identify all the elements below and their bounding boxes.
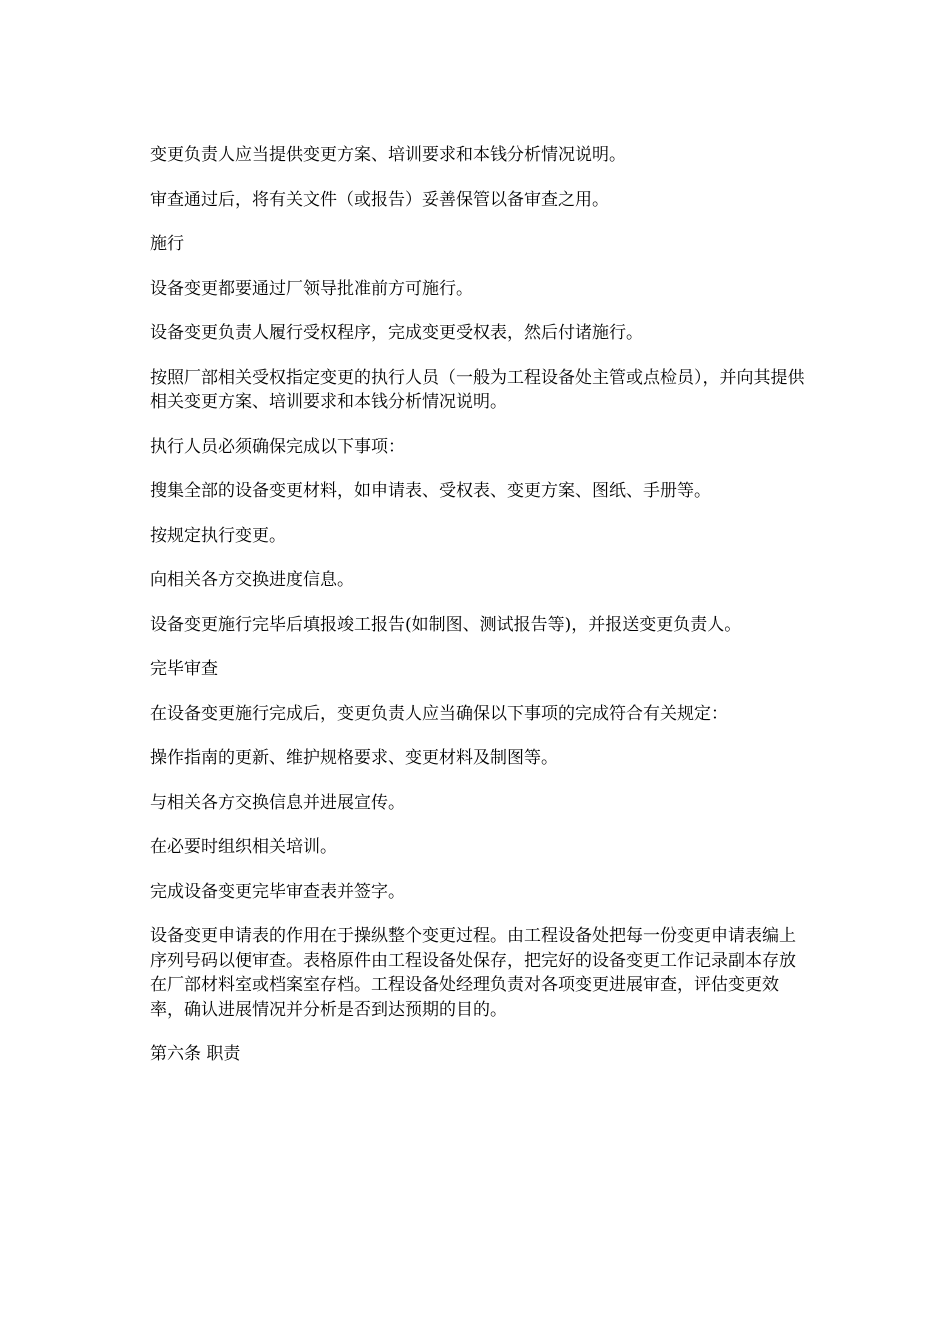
paragraph-application-form-role: 设备变更申请表的作用在于操纵整个变更过程。由工程设备处把每一份变更申请表编上序列号码以便审查。表格原件由工程设备处保存，把完好的设备变更工作记录副本存放在厂部材料室或档案室存档。工程设备处经理负责对各项变更进展审查，评估变更效率，确认进展情况并分析是否到达预期的目的。 <box>150 926 796 1020</box>
section-heading-article-six: 第六条 职责 <box>150 1044 241 1064</box>
section-heading-implementation: 施行 <box>150 234 184 254</box>
paragraph-execute-change: 按规定执行变更。 <box>150 525 286 546</box>
paragraph-sign-review-form: 完成设备变更完毕审查表并签字。 <box>150 881 405 902</box>
paragraph-completion-report: 设备变更施行完毕后填报竣工报告(如制图、测试报告等)，并报送变更负责人。 <box>150 614 742 635</box>
section-heading-final-review: 完毕审查 <box>150 659 218 679</box>
paragraph-executor-must-ensure: 执行人员必须确保完成以下事项： <box>150 436 405 457</box>
paragraph-post-completion-checks: 在设备变更施行完成后，变更负责人应当确保以下事项的完成符合有关规定： <box>150 703 728 724</box>
paragraph-authorization-procedure: 设备变更负责人履行受权程序，完成变更受权表，然后付诸施行。 <box>150 323 643 343</box>
paragraph-approval-required: 设备变更都要通过厂领导批准前方可施行。 <box>150 278 473 299</box>
paragraph-update-guides: 操作指南的更新、维护规格要求、变更材料及制图等。 <box>150 748 558 768</box>
paragraph-review-archive: 审查通过后，将有关文件（或报告）妥善保管以备审查之用。 <box>150 189 609 210</box>
paragraph-collect-materials: 搜集全部的设备变更材料，如申请表、受权表、变更方案、图纸、手册等。 <box>150 481 711 501</box>
paragraph-organize-training: 在必要时组织相关培训。 <box>150 837 337 857</box>
paragraph-change-owner-duties: 变更负责人应当提供变更方案、培训要求和本钱分析情况说明。 <box>150 145 626 165</box>
paragraph-share-information: 与相关各方交换信息并进展宣传。 <box>150 792 405 813</box>
paragraph-exchange-progress: 向相关各方交换进度信息。 <box>150 570 354 590</box>
paragraph-assign-executor: 按照厂部相关受权指定变更的执行人员（一般为工程设备处主管或点检员），并向其提供相关变更方案、培训要求和本钱分析情况说明。 <box>150 367 805 412</box>
document-body <box>150 143 806 1087</box>
